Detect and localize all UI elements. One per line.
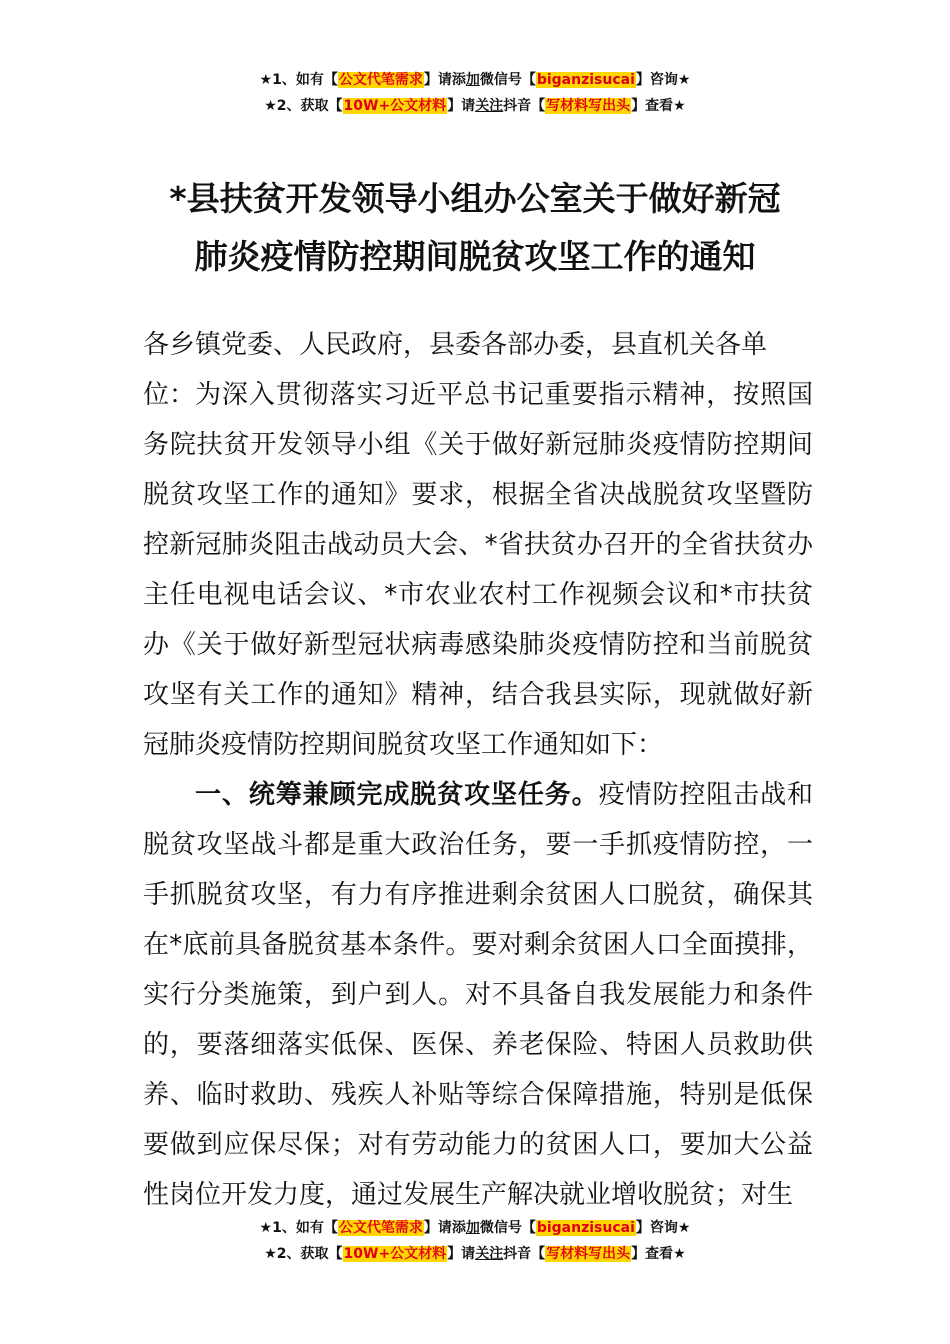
- banner-text: 微信号【: [479, 72, 536, 88]
- header-banner: [0, 67, 950, 119]
- banner-line-1: [0, 67, 950, 93]
- banner-text: 】请: [447, 98, 476, 114]
- banner-underlined: 加: [465, 1220, 480, 1236]
- wechat-id-highlight: biganzisucai: [536, 72, 635, 88]
- banner-text: 】请: [447, 1246, 476, 1262]
- title-line-1: *县扶贫开发领导小组办公室关于做好新冠: [169, 179, 781, 218]
- wechat-id-highlight: biganzisucai: [536, 1220, 635, 1236]
- salutation: 各乡镇党委、人民政府，县委各部办委，县直机关各单位：: [143, 330, 768, 410]
- banner-text: 】请添: [423, 72, 466, 88]
- banner-text: 抖音【: [503, 1246, 546, 1262]
- banner-line-1: [0, 1215, 950, 1241]
- section-1-text: 疫情防控阻击战和脱贫攻坚战斗都是重大政治任务，要一手抓疫情防控，一手抓脱贫攻坚，有力有序推进剩余贫困人口脱贫，确保其在*底前具备脱贫基本条件。要对剩余贫困人口全面摸排，实行分类施策，到户到人。对不具备自我发展能力和条件的，要落细落实低保、医保、养老保险、特困人员救助供养、临时救助、残疾人补贴等综合保障措施，特别是低保要做到应保尽保；对有劳动能力的贫困人口，要加大公益性岗位开发力度，通过发展生产解决就业增收脱贫；对生: [143, 780, 813, 1210]
- section-1-heading: 一、统筹兼顾完成脱贫攻坚任务。: [195, 780, 599, 810]
- banner-text: ★1、如有【: [259, 72, 338, 88]
- banner-underlined: 关注: [475, 98, 504, 114]
- banner-line-2: [0, 93, 950, 119]
- banner-text: 微信号【: [479, 1220, 536, 1236]
- banner-highlight: 10W+公文材料: [343, 1246, 447, 1262]
- banner-highlight: 10W+公文材料: [343, 98, 447, 114]
- banner-highlight: 公文代笔需求: [338, 1220, 423, 1236]
- banner-text: 】查看★: [631, 1246, 686, 1262]
- banner-text: ★2、获取【: [264, 98, 343, 114]
- document-title: [0, 170, 950, 286]
- banner-text: 】咨询★: [635, 72, 691, 88]
- footer-banner: [0, 1215, 950, 1267]
- banner-underlined: 关注: [475, 1246, 504, 1262]
- title-line-2: 肺炎疫情防控期间脱贫攻坚工作的通知: [194, 237, 756, 276]
- banner-text: 】请添: [423, 1220, 466, 1236]
- banner-text: 抖音【: [503, 98, 546, 114]
- banner-text: ★1、如有【: [259, 1220, 338, 1236]
- banner-line-2: [0, 1241, 950, 1267]
- intro-paragraph: 为深入贯彻落实习近平总书记重要指示精神，按照国务院扶贫开发领导小组《关于做好新冠肺炎疫情防控期间脱贫攻坚工作的通知》要求，根据全省决战脱贫攻坚暨防控新冠肺炎阻击战动员大会、*省扶贫办召开的全省扶贫办主任电视电话会议、*市农业农村工作视频会议和*市扶贫办《关于做好新型冠状病毒感染肺炎疫情防控和当前脱贫攻坚有关工作的通知》精神，结合我县实际，现就做好新冠肺炎疫情防控期间脱贫攻坚工作通知如下：: [143, 380, 813, 760]
- douyin-id-highlight: 写材料写出头: [546, 1246, 631, 1262]
- banner-text: 】查看★: [631, 98, 686, 114]
- banner-text: 】咨询★: [635, 1220, 691, 1236]
- banner-underlined: 加: [465, 72, 480, 88]
- banner-highlight: 公文代笔需求: [338, 72, 423, 88]
- douyin-id-highlight: 写材料写出头: [546, 98, 631, 114]
- banner-text: ★2、获取【: [264, 1246, 343, 1262]
- section-1-paragraph: [143, 770, 813, 1220]
